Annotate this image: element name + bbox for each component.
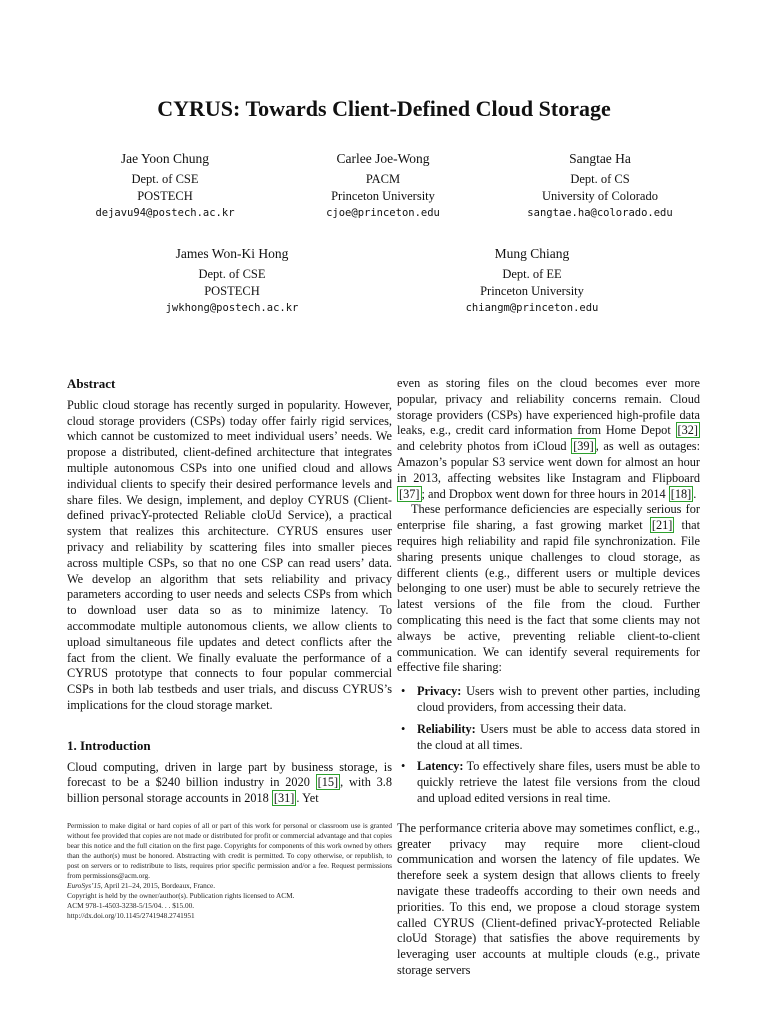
author-dept: PACM [365, 172, 401, 186]
author-org: POSTECH [137, 189, 193, 203]
abstract-text: Public cloud storage has recently surged in popularity. However, cloud storage providers (CSPs) today offer fairly rigid services, which cannot be customized to meet individual users’ needs. We propose a distributed, client-defined architecture that integrates multiple autonomous CSPs into one unified cloud and allows individual clients to specify their desired performance levels and share files. We design, implement, and deploy CYRUS (Client-defined privacY-protected Reliable cloUd Service), a practical system that realizes this architecture. CYRUS ensures user privacy and reliability by scattering files into smaller pieces across multiple CSPs, so that no one CSP can read users’ data. We develop an algorithm that sets reliability and privacy parameters according to user needs and selects CSPs from which to download user data so as to minimize latency. To accommodate multiple autonomous clients, we allow clients to upload simultaneous file updates and detect conflicts after the fact from the client. We finally evaluate the performance of a CYRUS prototype that connects to four popular commercial CSPs in both lab testbeds and user trials, and discuss CYRUS’s implications for the cloud storage market. [67, 397, 392, 712]
author-email[interactable]: cjoe@princeton.edu [326, 207, 440, 219]
doi-link[interactable]: http://dx.doi.org/10.1145/2741948.2741951 [67, 911, 195, 920]
author-block [55, 150, 275, 222]
author-block [490, 150, 710, 222]
citation-link[interactable]: [18] [670, 486, 692, 501]
conference-name: EuroSys’15, [67, 881, 103, 890]
list-item-term: Latency: [417, 759, 464, 774]
list-item-text: To effectively share files, users must be able to quickly retrieve the latest file versions from the cloud and upload edited versions in real time. [417, 759, 700, 805]
isbn-line: ACM 978-1-4503-3238-5/15/04. . . $15.00. [67, 901, 195, 910]
intro-text: . Yet [296, 791, 319, 806]
author-name: Carlee Joe-Wong [336, 151, 430, 166]
introduction-heading: 1. Introduction [67, 737, 151, 753]
author-org: POSTECH [204, 284, 260, 298]
list-item [411, 759, 700, 806]
copyright-line: Copyright is held by the owner/author(s). Publication rights licensed to ACM. [67, 891, 295, 900]
author-dept: Dept. of CSE [131, 172, 199, 186]
author-email[interactable]: chiangm@princeton.edu [465, 302, 599, 314]
intro-paragraph [67, 760, 392, 807]
list-item-term: Privacy: [417, 684, 462, 699]
permission-notice: Permission to make digital or hard copies of all or part of this work for personal or classroom use is granted without fee provided that copies are not made or distributed for profit or commercial advantage and that copies bear this notice and the full citation on the first page. Copyrights for components of this work owned by others than the author(s) must be honored. Abstracting with credit is permitted. To copy otherwise, or republish, to post on servers or to redistribute to lists, requires prior specific permission and/or a fee. Request permissions from permissions@acm.org. [67, 821, 392, 880]
author-org: Princeton University [331, 189, 435, 203]
author-block [122, 245, 342, 317]
citation-link[interactable]: [32] [677, 423, 698, 438]
body-text: These performance deficiencies are especially serious for enterprise file sharing, a fast growing market [397, 502, 700, 533]
body-text: that requires high reliability and rapid file synchronization. File sharing presents unique challenges to cloud storage, as different clients (e.g., different users or multiple devices belonging to one user) must be able to securely retrieve the latest versions of the file from the cloud. Further complicating this need is the fact that some clients may not always be active, preventing reliable client-to-client communication. We can identify several requirements for effective file sharing: [397, 518, 700, 675]
author-dept: Dept. of EE [502, 267, 562, 281]
author-name: James Won-Ki Hong [175, 246, 289, 261]
list-item [411, 684, 700, 716]
list-item-text: Users must be able to access data stored in the cloud at all times. [417, 721, 700, 752]
right-paragraph-2 [397, 502, 700, 676]
author-org: University of Colorado [542, 189, 658, 203]
requirements-list [397, 684, 700, 807]
copyright-footnote [67, 821, 392, 921]
author-email[interactable]: jwkhong@postech.ac.kr [165, 302, 299, 314]
author-dept: Dept. of CS [570, 172, 630, 186]
author-block [422, 245, 642, 317]
citation-link[interactable]: [37] [399, 486, 420, 501]
intro-text: , with 3.8 billion personal storage accounts in 2018 [67, 775, 392, 806]
author-org: Princeton University [480, 284, 584, 298]
list-item-text: Users wish to prevent other parties, including cloud providers, from accessing their data. [417, 684, 700, 714]
author-name: Jae Yoon Chung [120, 151, 210, 166]
author-email[interactable]: dejavu94@postech.ac.kr [95, 207, 235, 219]
author-email[interactable]: sangtae.ha@colorado.edu [527, 207, 673, 219]
right-column [397, 376, 700, 979]
body-text: even as storing files on the cloud becomes ever more popular, privacy and reliability concerns remain. Cloud storage providers (CSPs) have experienced high-profile data leaks, e.g., credit card information from Home Depot [397, 376, 700, 438]
right-paragraph-3: The performance criteria above may sometimes conflict, e.g., greater privacy may require more client-cloud communication and worsen the latency of file updates. We therefore seek a system design that allows clients to freely navigate these tradeoffs according to their own needs and priorities. To this end, we propose a cloud storage system called CYRUS (Client-defined privacY-protected Reliable cloUd Storage) that satisfies the above requirements by leveraging user accounts at multiple clouds (e.g., private storage servers [397, 820, 700, 977]
author-name: Mung Chiang [494, 246, 570, 261]
paper-title: CYRUS: Towards Client-Defined Cloud Storage [157, 96, 611, 121]
right-paragraph-1 [397, 376, 700, 502]
citation-link[interactable]: [15] [317, 775, 339, 790]
body-text: ; and Dropbox went down for three hours in 2014 [421, 486, 669, 501]
citation-link[interactable]: [21] [651, 518, 673, 533]
author-block [273, 150, 493, 222]
left-column [67, 376, 392, 807]
citation-link[interactable]: [31] [273, 791, 295, 806]
abstract-heading: Abstract [67, 376, 116, 391]
intro-text: Cloud computing, driven in large part by business storage, is forecast to be a $240 billion industry in 2020 [67, 759, 392, 790]
body-text: and celebrity photos from iCloud [397, 439, 572, 454]
author-name: Sangtae Ha [569, 151, 631, 166]
author-dept: Dept. of CSE [198, 267, 266, 281]
conference-details: April 21–24, 2015, Bordeaux, France. [102, 881, 216, 890]
citation-link[interactable]: [39] [573, 439, 594, 454]
body-text: , as well as outages: Amazon’s popular S3 service went down for almost an hour in 2013, affecting websites like Instagram and Flipboard [397, 439, 700, 485]
list-item [411, 722, 700, 754]
body-text: . [693, 486, 697, 501]
conference-line [67, 881, 392, 891]
list-item-term: Reliability: [417, 721, 476, 736]
